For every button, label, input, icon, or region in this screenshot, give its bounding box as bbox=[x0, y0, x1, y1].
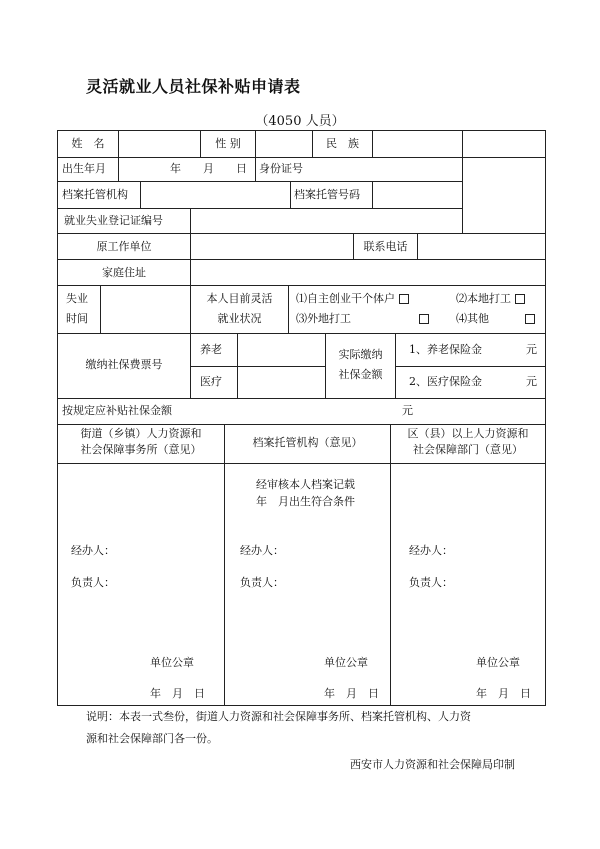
checkbox-other[interactable] bbox=[525, 314, 535, 324]
label-gender: 性 别 bbox=[215, 137, 241, 150]
checkbox-local-work[interactable] bbox=[515, 294, 525, 304]
label-unemployment-time-1: 失业 bbox=[66, 292, 88, 305]
label-actual-paid-2: 社保金额 bbox=[338, 368, 383, 381]
col2-responsible: 负责人： bbox=[240, 576, 284, 589]
col1-responsible: 负责人： bbox=[71, 576, 115, 589]
label-actual-paid-1: 实际缴纳 bbox=[338, 348, 383, 361]
footer-printer: 西安市人力资源和社会保障局印制 bbox=[350, 758, 515, 771]
label-pension-amount: 1、养老保险金 bbox=[409, 343, 482, 356]
birth-date-field[interactable]: 年 月 日 bbox=[170, 162, 247, 175]
verify-text-1: 经审核本人档案记载 bbox=[256, 478, 355, 491]
label-medical: 医疗 bbox=[200, 375, 222, 388]
checkbox-self-employed[interactable] bbox=[399, 294, 409, 304]
label-subsidy-amount: 按规定应补贴社保金额 bbox=[62, 404, 172, 417]
label-receipt-number: 缴纳社保费票号 bbox=[85, 358, 163, 371]
form-title: 灵活就业人员社保补贴申请表 bbox=[86, 77, 301, 96]
col2-date: 年 月 日 bbox=[324, 687, 379, 700]
col3-date: 年 月 日 bbox=[476, 687, 531, 700]
label-ethnicity: 民 族 bbox=[326, 137, 359, 150]
label-status-1: 本人目前灵活 bbox=[206, 292, 273, 305]
col3-handler: 经办人： bbox=[409, 544, 453, 557]
label-medical-amount: 2、医疗保险金 bbox=[409, 375, 482, 388]
col3-responsible: 负责人： bbox=[409, 576, 453, 589]
form-subtitle: （4050 人员） bbox=[255, 114, 345, 129]
footer-note-1: 说明：本表一式叁份，街道人力资源和社会保障事务所、档案托管机构、人力资 bbox=[86, 710, 471, 723]
label-archive-number: 档案托管号码 bbox=[294, 188, 360, 201]
checkbox-remote-work[interactable] bbox=[419, 314, 429, 324]
label-name: 姓 名 bbox=[71, 137, 105, 150]
label-birth: 出生年月 bbox=[62, 162, 106, 175]
label-unemployment-reg: 就业失业登记证编号 bbox=[64, 214, 163, 227]
option-remote-work[interactable] bbox=[296, 312, 429, 326]
label-archive-org: 档案托管机构 bbox=[62, 188, 128, 201]
col2-seal: 单位公章 bbox=[324, 656, 368, 669]
col1-handler: 经办人： bbox=[71, 544, 115, 557]
pension-yuan: 元 bbox=[526, 343, 537, 356]
option-self-employed[interactable] bbox=[296, 292, 409, 306]
label-id-number: 身份证号 bbox=[259, 162, 303, 175]
col1-date: 年 月 日 bbox=[150, 687, 205, 700]
opinion-street-header-1: 街道（乡镇）人力资源和 bbox=[80, 427, 202, 440]
label-status-2: 就业状况 bbox=[217, 312, 262, 325]
subsidy-yuan: 元 bbox=[402, 404, 413, 417]
option-local-work[interactable] bbox=[456, 292, 525, 306]
option-self-employed-label: ⑴自主创业干个体户 bbox=[296, 292, 395, 305]
option-remote-work-label: ⑶外地打工 bbox=[296, 312, 351, 325]
label-address: 家庭住址 bbox=[102, 266, 146, 279]
col1-seal: 单位公章 bbox=[150, 656, 194, 669]
opinion-archive-header: 档案托管机构（意见） bbox=[252, 436, 363, 449]
option-other-label: ⑷其他 bbox=[456, 312, 489, 325]
label-unemployment-time-2: 时间 bbox=[66, 312, 88, 325]
col2-handler: 经办人： bbox=[240, 544, 284, 557]
label-phone: 联系电话 bbox=[363, 240, 408, 253]
col3-seal: 单位公章 bbox=[476, 656, 520, 669]
opinion-district-header-2: 社会保障部门（意见） bbox=[413, 443, 523, 456]
footer-note-2: 源和社会保障部门各一份。 bbox=[86, 732, 218, 745]
verify-text-2: 年 月出生符合条件 bbox=[256, 495, 355, 508]
opinion-district-header-1: 区（县）以上人力资源和 bbox=[407, 427, 529, 440]
option-other[interactable] bbox=[456, 312, 535, 326]
option-local-work-label: ⑵本地打工 bbox=[456, 292, 511, 305]
opinion-street-header-2: 社会保障事务所（意见） bbox=[80, 443, 202, 456]
label-original-employer: 原工作单位 bbox=[96, 240, 152, 253]
label-pension: 养老 bbox=[200, 343, 222, 356]
medical-yuan: 元 bbox=[526, 375, 537, 388]
